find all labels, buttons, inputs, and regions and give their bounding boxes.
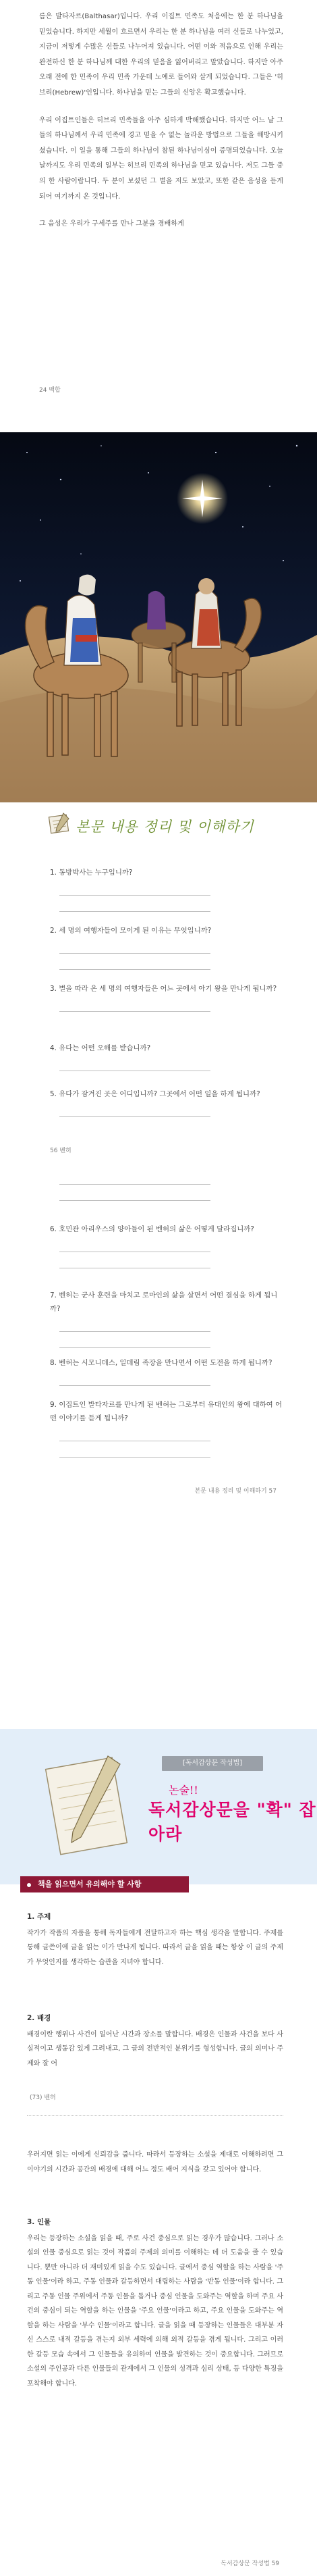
worksheet-page [0,804,317,1722]
question [50,1356,283,1386]
answer-line [59,996,210,1012]
camel-riders-picture [0,432,317,802]
story-paragraph: 름은 발타자르(Balthasar)입니다. 우리 이집트 민족도 처음에는 한 분 하나님을 믿었습니다. 하지만 세월이 흐르면서 우리는 한 분 하나님을 여러 신들로 나누었고, 지금이 저렇게 수많은 신들로 나누어져 있습니다. 어떤 이와 적음으로 인해 우리는 완전하신 한 분 하나님께 대한 우리의 믿음을 잃어버리고 말았습니다. 하지만 아주 오래 전에 한 민족이 우리 민족 가운데 노예로 들어와 살게 되었습니다. 그들은 '히브리(Hebrew)'인입니다. 하나님을 믿는 그들의 신앙은 확고했습니다. [39,13,283,97]
running-footer: 독서감상문 작성법 59 [221,2560,279,2567]
answer-line [59,1370,210,1386]
story-paragraph: 그 음성은 우리가 구세주를 만나 그분을 경배하게 [39,220,184,228]
worksheet-title: 본문 내용 정리 및 이해하기 [76,819,254,835]
question [50,924,283,970]
answer-line [59,954,210,970]
guide-section-theme [27,1910,283,1969]
story-page [0,0,317,420]
question [50,1398,283,1458]
answer-line [59,1252,210,1268]
section-title-bar: 책을 읽으면서 유의해야 할 사항 [20,1876,189,1892]
question [50,1289,283,1348]
question [50,982,283,1012]
question-text: 7. 벤허는 군사 훈련을 마치고 로마인의 삶을 살면서 어떤 결심을 하게 됩니까? [50,1291,278,1313]
report-guide-page [0,1729,317,2576]
notebook-icon [46,810,73,838]
answer-line [59,1101,210,1117]
answer-line [59,879,210,896]
guide-tag: [독서감상문 작성법] [162,1756,263,1771]
running-footer: 본문 내용 정리 및 이해하기 57 [194,1488,277,1495]
guide-section-characters [27,2215,283,2391]
question-text: 3. 별을 따라 온 세 명의 여행자들은 어느 곳에서 아기 왕을 만나게 됩니까? [50,985,277,993]
divider [27,2115,283,2116]
answer-block [50,1168,283,1201]
question-text: 9. 이집트인 발타자르를 만나게 된 벤허는 그로부터 유대인의 왕에 대하여 어떤 이야기를 듣게 됩니까? [50,1401,283,1422]
story-paragraph: 우리 이집트인들은 히브리 민족들을 아주 심하게 박해했습니다. 하지만 어느 날 그들의 하나님께서 우리 민족에 경고 믿을 수 없는 놀라운 방법으로 그들을 해방시키셨습니다. 이 일을 통해 그들의 하나님이 참된 하나님이심이 증명되었습니다. 오늘날까지도 우리 민족의 일부는 히브리 민족의 하나님을 믿고 있습니다. 저도 그들 중의 한 사람이랍니다. 두 분이 보셨던 그 별을 저도 보았고, 또한 같은 음성을 듣게 되어 여기까지 온 것입니다. [39,116,283,201]
answer-line [59,1168,210,1185]
question-text: 4. 유다는 어떤 오해를 받습니까? [50,1044,151,1052]
question [50,1041,283,1071]
question-text: 8. 벤허는 시모니데스, 일데림 족장을 만나면서 어떤 도전을 하게 됩니까? [50,1359,272,1367]
section-body: 우러지면 읽는 이에게 신뢰감을 줍니다. 따라서 등장하는 소설을 제대로 이해하려면 그 이야기의 시간과 공간의 배경에 대해 어느 정도 배어 지식을 갖고 있어야 합니다. [27,2151,283,2173]
guide-subtitle: 논술!! [169,1784,198,1797]
answer-line [59,937,210,954]
answer-line [59,1185,210,1201]
question-text: 6. 호민관 아리우스의 양아들이 된 벤허의 삶은 어떻게 달라집니까? [50,1225,254,1233]
section-heading: 2. 배경 [27,2014,51,2022]
question [50,866,283,912]
answer-line [59,896,210,912]
question-text: 1. 동방박사는 누구입니까? [50,869,133,877]
question [50,1087,283,1117]
section-body: 우리는 등장하는 소설을 읽을 때, 주로 사건 중심으로 읽는 경우가 많습니다. 그러나 소설의 인물 중심으로 읽는 것이 작품의 주제의 의미를 이해하는 데 더 도움을 줄 수 있습니다. 뿐만 아니라 더 재미있게 읽을 수도 있습니다. 글에서 중심 역할을 하는 사람을 '주동 인물'이라 하고, 주동 인물과 갈등하면서 대립하는 사람을 '반동 인물'이라 합니다. 그리고 주동 인물 주위에서 주동 인물을 돕거나 중심 인물을 도와주는 역할을 하며 주요 사건의 중심이 되는 역할을 하는 인물을 '주요 인물'이라고 하고, 주요 인물을 도와주는 역할을 하는 사람을 '부수 인물'이라고 합니다. 글을 읽을 때 등장하는 인물들은 대부분 자신 스스로 내적 갈등을 겪는지 외부 세력에 의해 외적 갈등을 겪게 됩니다. 그리고 이러한 갈등 모습 속에서 그 인물들을 유의하여 인물을 발견하는 것이 중요합니다. 그러므로 소설의 주인공과 다른 인물들의 관계에서 그 인물의 성격과 심리 상태, 등 다양한 특징을 포착해야 합니다. [27,2234,283,2388]
section-heading: 1. 주제 [27,1913,51,1921]
bullet-icon [27,1883,31,1887]
notebook-pen-illustration [40,1749,142,1864]
page-folio: 56 벤허 [50,1148,71,1154]
answer-line [59,1236,210,1252]
question-text: 5. 유다가 잠겨진 곳은 어디입니까? 그곳에서 어떤 일을 하게 됩니까? [50,1090,260,1098]
answer-line [59,1316,210,1332]
section-heading: 3. 인물 [27,2218,51,2226]
header-banner [0,1729,317,1884]
answer-line [59,1441,210,1458]
page-folio: (73) 벤허 [30,2094,56,2101]
answer-line [59,1332,210,1348]
answer-line [59,1425,210,1441]
answer-line [59,1055,210,1071]
worksheet-header [46,809,268,839]
guide-headline: 독서감상문을 "확" 잡아라 [148,1800,316,1844]
section-body: 작가가 작품의 자품을 통해 독자들에게 전달하고자 하는 핵심 생각을 말합니다. 주제를 통해 글쓴이에 글을 읽는 이가 만나게 됩니다. 따라서 글을 읽을 때는 항상 이 글의 주제가 무엇인지를 생각하는 습관을 지녀야 합니다. [27,1929,283,1966]
question-text: 2. 세 명의 여행자들이 모이게 된 이유는 무엇입니까? [50,927,212,935]
question [50,1222,283,1268]
guide-section-setting [27,2011,283,2071]
story-text [39,9,283,244]
guide-section-setting-cont [27,2148,283,2177]
magi-night-illustration [0,432,317,802]
page-folio: 24 백합 [39,387,61,394]
section-body: 배경이란 행위나 사건이 일어난 시간과 장소를 말합니다. 배경은 인물과 사건을 보다 사실적이고 생동감 있게 그려내고, 그 글의 전반적인 분위기를 형성합니다. 글의 의미나 주제와 잘 어 [27,2030,283,2067]
